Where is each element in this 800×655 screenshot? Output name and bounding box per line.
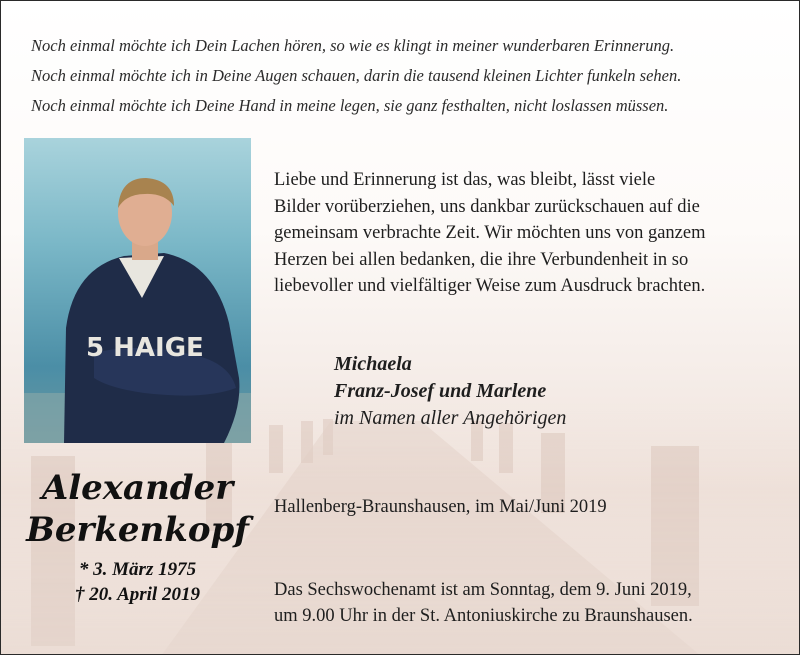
signer-name: Michaela bbox=[334, 353, 412, 375]
verse-line: Noch einmal möchte ich in Deine Augen schauen, darin die tausend kleinen Lichter funkeln sehen. bbox=[31, 66, 682, 85]
thanks-line: Herzen bei allen bedanken, die ihre Verbundenheit in so bbox=[274, 249, 689, 270]
verse-line: Noch einmal möchte ich Deine Hand in meine legen, sie ganz festhalten, nicht loslassen müssen. bbox=[31, 96, 669, 115]
mass-line: Das Sechswochenamt ist am Sonntag, dem 9. Juni 2019, bbox=[274, 580, 692, 600]
deceased-last-name: Berkenkopf bbox=[26, 510, 249, 550]
signers-note: im Namen aller Angehörigen bbox=[334, 407, 567, 429]
jacket-number: 5 HAIGE bbox=[86, 333, 204, 363]
thanks-line: Liebe und Erinnerung ist das, was bleibt, lässt viele bbox=[274, 170, 656, 190]
life-dates bbox=[24, 557, 251, 607]
thanks-paragraph bbox=[274, 167, 774, 300]
deceased-first-name: Alexander bbox=[41, 468, 234, 508]
memorial-mass-notice bbox=[274, 577, 693, 629]
death-date: † 20. April 2019 bbox=[75, 584, 200, 605]
deceased-name bbox=[24, 467, 251, 551]
verse-line: Noch einmal möchte ich Dein Lachen hören, so wie es klingt in meiner wunderbaren Erinnerung. bbox=[31, 36, 675, 55]
opening-verses bbox=[31, 31, 791, 121]
portrait-photo bbox=[24, 138, 251, 443]
place-and-date: Hallenberg-Braunshausen, im Mai/Juni 2019 bbox=[274, 497, 607, 517]
signer-name: Franz-Josef und Marlene bbox=[334, 380, 547, 402]
thanks-line: gemeinsam verbrachte Zeit. Wir möchten uns von ganzem bbox=[274, 223, 706, 243]
thanks-line: liebevoller und vielfältiger Weise zum Ausdruck brachten. bbox=[274, 276, 706, 296]
birth-date: * 3. März 1975 bbox=[78, 559, 197, 580]
signers-block bbox=[334, 351, 566, 432]
mass-line: um 9.00 Uhr in der St. Antoniuskirche zu Braunshausen. bbox=[274, 606, 693, 626]
thanks-line: Bilder vorüberziehen, uns dankbar zurückschauen auf die bbox=[274, 196, 700, 217]
